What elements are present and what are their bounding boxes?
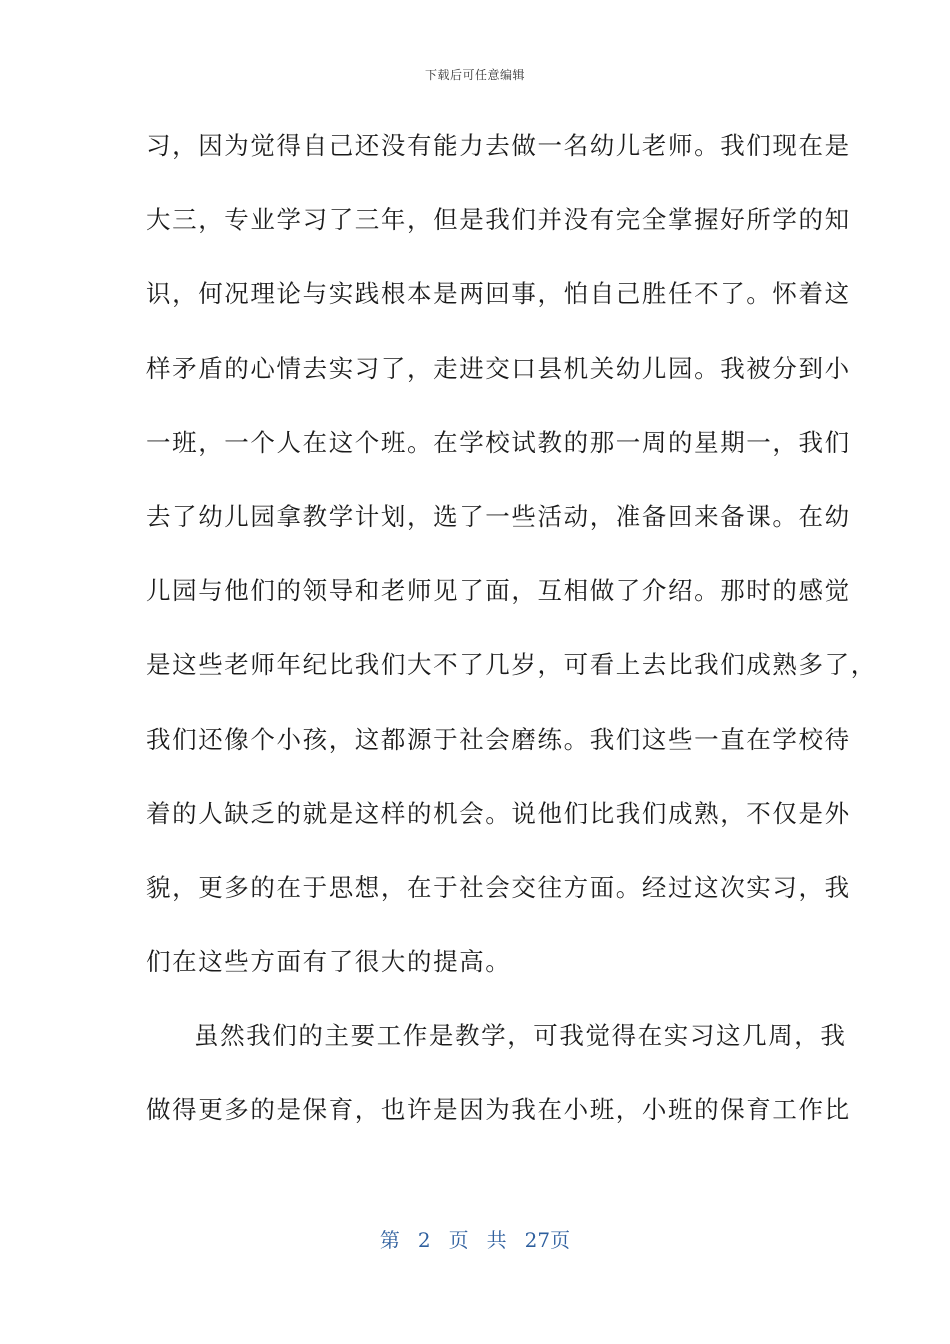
text-line: 大三，专业学习了三年，但是我们并没有完全掌握好所学的知: [146, 205, 851, 235]
paragraph-start-line: 虽然我们的主要工作是教学，可我觉得在实习这几周，我: [194, 1021, 847, 1051]
text-line: 们在这些方面有了很大的提高。: [146, 947, 512, 977]
footer-current-page: 2: [417, 1228, 431, 1252]
text-line: 貌，更多的在于思想，在于社会交往方面。经过这次实习，我: [146, 872, 851, 902]
footer-total-label: 共: [486, 1228, 507, 1252]
text-line: 去了幼儿园拿教学计划，选了一些活动，准备回来备课。在幼: [146, 501, 851, 531]
page-header: 下载后可任意编辑: [424, 68, 525, 82]
text-line: 识，何况理论与实践根本是两回事，怕自己胜任不了。怀着这: [146, 279, 851, 309]
text-line: 儿园与他们的领导和老师见了面，互相做了介绍。那时的感觉: [146, 576, 851, 606]
text-line: 习，因为觉得自己还没有能力去做一名幼儿老师。我们现在是: [146, 131, 851, 160]
body-text: [146, 126, 877, 1165]
footer-page-unit: 页: [448, 1228, 469, 1252]
text-line: 样矛盾的心情去实习了，走进交口县机关幼儿园。我被分到小: [146, 353, 851, 383]
text-line: 我们还像个小孩，这都源于社会磨练。我们这些一直在学校待: [146, 724, 851, 754]
text-line: 着的人缺乏的就是这样的机会。说他们比我们成熟，不仅是外: [146, 798, 851, 828]
text-line: 一班，一个人在这个班。在学校试教的那一周的星期一，我们: [146, 427, 851, 457]
footer-prefix: 第: [379, 1228, 400, 1252]
text-line: 做得更多的是保育，也许是因为我在小班，小班的保育工作比: [146, 1095, 851, 1125]
page-footer: [0, 1224, 950, 1253]
text-line: 是这些老师年纪比我们大不了几岁，可看上去比我们成熟多了，: [146, 650, 877, 680]
footer-total-pages: 27页: [524, 1228, 571, 1252]
